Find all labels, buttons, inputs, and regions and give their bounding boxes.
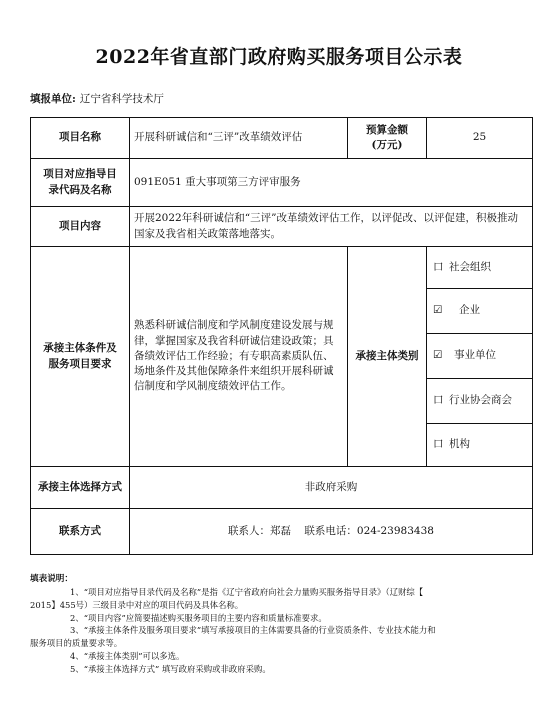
category-option-1[interactable] (427, 289, 533, 334)
note-3-line2: 服务项目的质量要求等。 (30, 638, 123, 649)
category-option-label: 机构 (449, 438, 470, 451)
contact-label: 联系方式 (31, 509, 130, 555)
checkbox-icon: 口 (433, 394, 444, 407)
project-name-label: 项目名称 (31, 118, 130, 159)
budget-value: 25 (427, 118, 533, 159)
note-4: 4、“承接主体类别”可以多选。 (70, 650, 185, 661)
note-2: 2、“项目内容”应简要描述购买服务项目的主要内容和质量标准要求。 (70, 612, 327, 623)
filing-unit-label: 填报单位: (30, 93, 76, 105)
catalog-label-line2: 录代码及名称 (48, 183, 112, 196)
category-option-label: 行业协会商会 (449, 394, 512, 407)
filling-notes (30, 573, 535, 675)
catalog-label-line1: 项目对应指导目 (43, 168, 117, 181)
category-option-2[interactable] (427, 334, 533, 379)
budget-label (348, 118, 427, 159)
project-name-value: 开展科研诚信和“三评”改革绩效评估 (130, 118, 348, 159)
category-label: 承接主体类别 (348, 247, 427, 467)
checkbox-icon: 口 (433, 260, 444, 273)
checkbox-checked-icon: ☑ (433, 349, 443, 362)
selection-label: 承接主体选择方式 (31, 467, 130, 509)
content-value: 开展2022年科研诚信和“三评”改革绩效评估工作，以评促改、以评促建，积极推动国家及我省相关政策落地落实。 (130, 207, 533, 247)
budget-label-line2: (万元) (371, 139, 403, 151)
notes-heading: 填表说明： (30, 574, 73, 584)
checkbox-icon: 口 (433, 438, 444, 451)
row-selection (31, 467, 533, 509)
page-title: 2022年省直部门政府购买服务项目公示表 (95, 46, 463, 68)
row-contact (31, 509, 533, 555)
row-requirements (31, 247, 533, 289)
row-content (31, 207, 533, 247)
requirements-label (31, 247, 130, 467)
row-catalog (31, 159, 533, 207)
category-option-0[interactable] (427, 247, 533, 289)
catalog-value: 091E051 重大事项第三方评审服务 (130, 159, 533, 207)
category-option-label: 社会组织 (449, 260, 491, 273)
catalog-label (31, 159, 130, 207)
requirements-label-line1: 承接主体条件及 (43, 342, 117, 355)
category-option-4[interactable] (427, 424, 533, 467)
content-label: 项目内容 (31, 207, 130, 247)
category-option-3[interactable] (427, 379, 533, 424)
requirements-value: 熟悉科研诚信制度和学风制度建设发展与规律，掌握国家及我省科研诚信建设政策；具备绩效评估工作经验；有专职高素质队伍、场地条件及其他保障条件来组织开展科研诚信制度和学风制度绩效评估工作。 (130, 247, 348, 467)
category-option-label: 事业单位 (454, 349, 496, 362)
note-1-line1: 1、“项目对应指导目录代码及名称”是指《辽宁省政府向社会力量购买服务指导目录》（辽财综【 (70, 587, 424, 598)
budget-label-line1: 预算金额 (366, 123, 408, 136)
checkbox-checked-icon: ☑ (433, 304, 443, 317)
category-option-label: 企业 (459, 304, 480, 317)
note-1-line2: 2015】455号）三级目录中对应的项目代码及具体名称。 (30, 599, 244, 610)
note-5: 5、“承接主体选择方式” 填写政府采购或非政府采购。 (70, 663, 271, 674)
contact-value: 联系人：郑磊 联系电话：024-23983438 (130, 509, 533, 555)
selection-value: 非政府采购 (130, 467, 533, 509)
filing-unit (30, 91, 164, 106)
announcement-form (30, 117, 533, 555)
row-project-name (31, 118, 533, 159)
note-3-line1: 3、“承接主体条件及服务项目要求”填写承接项目的主体需要具备的行业资质条件、专业技术能力和 (70, 625, 436, 636)
filing-unit-value: 辽宁省科学技术厅 (79, 93, 164, 105)
requirements-label-line2: 服务项目要求 (48, 357, 112, 370)
